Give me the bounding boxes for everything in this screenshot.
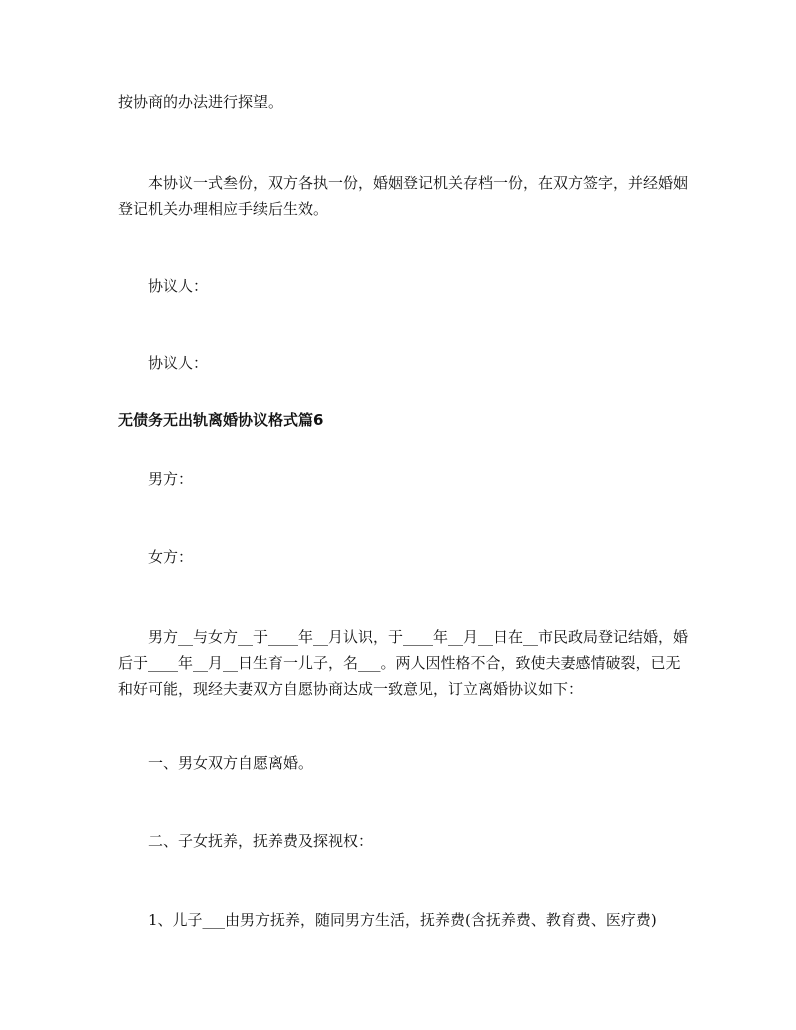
paragraph-visitation-method: 按协商的办法进行探望。 xyxy=(118,93,284,111)
paragraph-copies-effective: 本协议一式叁份，双方各执一份，婚姻登记机关存档一份，在双方签字，并经婚姻登记机关办理相应手续后生效。 xyxy=(118,174,689,218)
section-heading: 无债务无出轨离婚协议格式篇6 xyxy=(118,411,324,429)
clause-2-custody: 二、子女抚养，抚养费及探视权： xyxy=(148,832,374,850)
clause-1-divorce: 一、男女双方自愿离婚。 xyxy=(148,754,314,772)
paragraph-marriage-facts: 男方__与女方__于____年__月认识，于____年__月__日在__市民政局登记结婚，婚后于____年__月__日生育一儿子，名___。两人因性格不合，致使夫妻感情破裂，已无和好可能，现经夫妻双方自愿协商达成一致意见，订立离婚协议如下： xyxy=(118,628,689,698)
signatory-label-1: 协议人： xyxy=(148,277,209,295)
female-party-label: 女方： xyxy=(148,548,194,566)
male-party-label: 男方： xyxy=(148,470,194,488)
signatory-label-2: 协议人： xyxy=(148,354,209,372)
clause-2-item-1: 1、儿子___由男方抚养，随同男方生活，抚养费(含抚养费、教育费、医疗费) xyxy=(148,911,657,929)
